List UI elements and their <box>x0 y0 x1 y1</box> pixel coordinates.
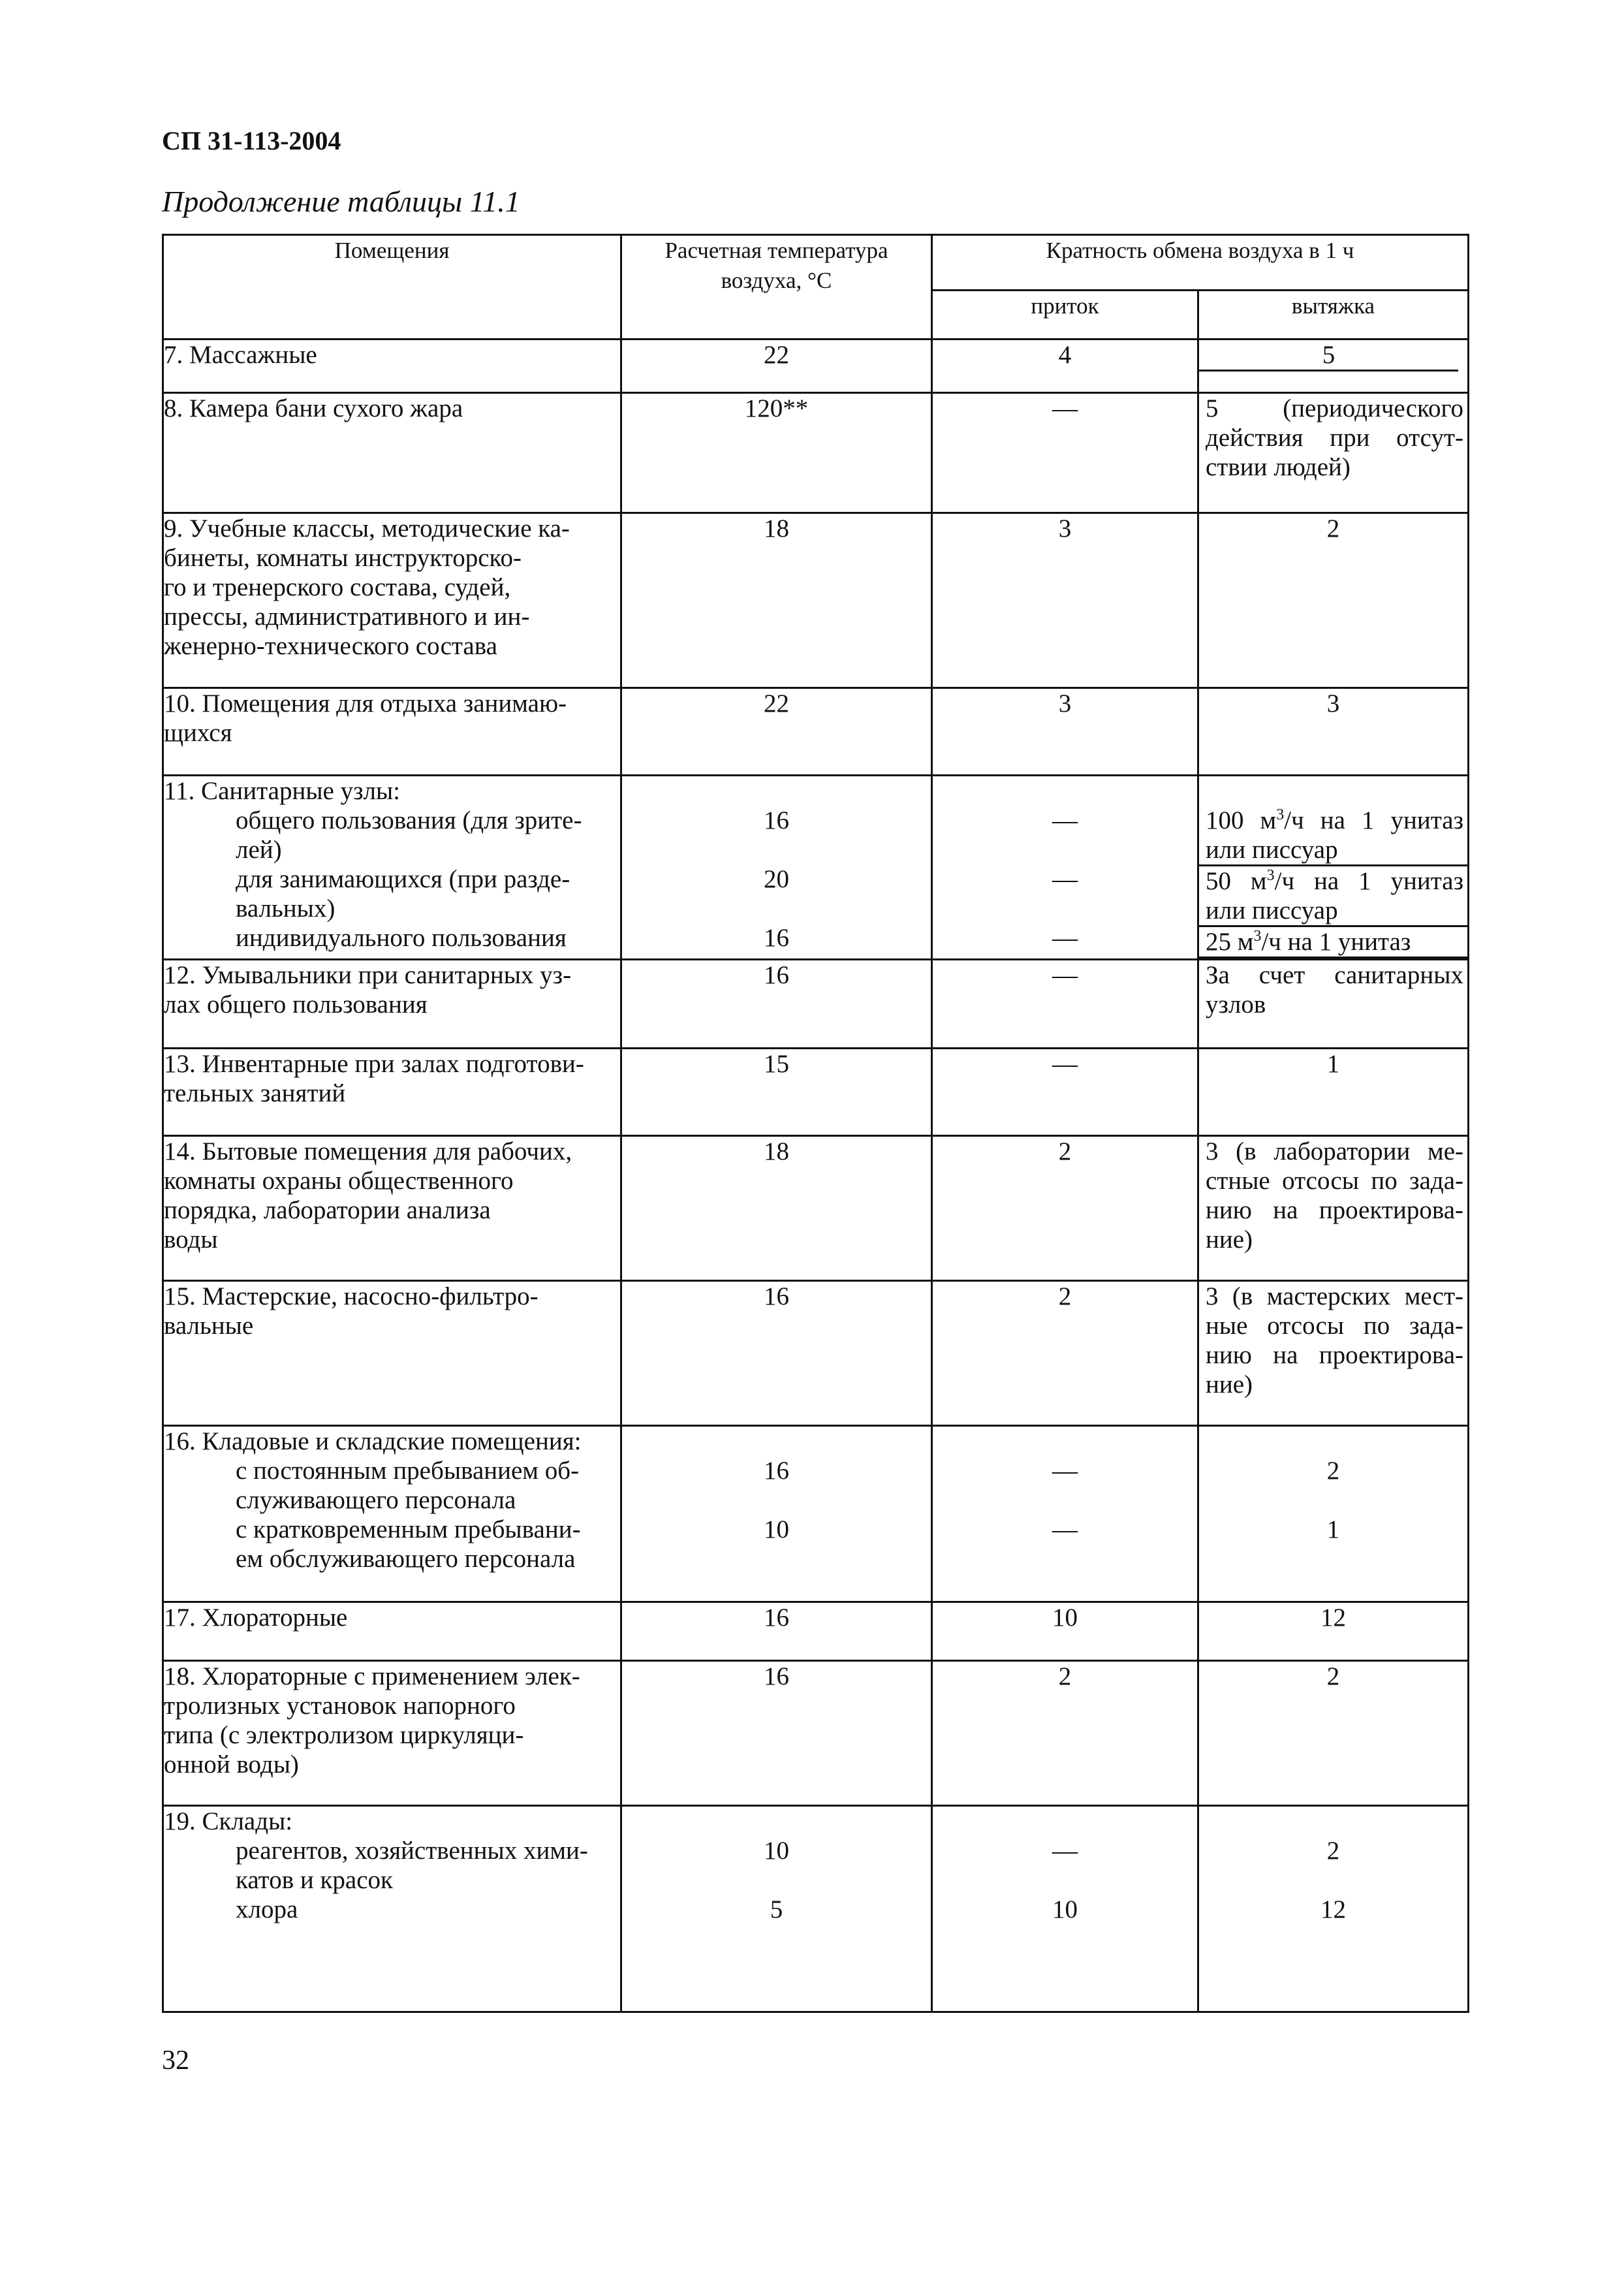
room-name: 7. Массажные <box>163 340 621 393</box>
supply-value: 3 <box>932 688 1198 776</box>
exhaust-value: 2 12 <box>1198 1806 1469 2012</box>
room-name: 10. Помещения для отдыха занимаю- щихся <box>163 688 621 776</box>
temperature-value: 16 20 16 <box>621 776 932 960</box>
room-name: 18. Хлораторные с применением элек- тролизных установок напорного типа (с электролизом циркуляци- онной воды) <box>163 1661 621 1806</box>
header-rooms: Помещения <box>163 235 621 340</box>
header-temperature: Расчетная температура воздуха, °С <box>621 235 932 340</box>
room-name: 17. Хлораторные <box>163 1602 621 1661</box>
supply-value: — <box>932 393 1198 513</box>
table-row <box>163 1602 1469 1661</box>
header-exhaust: вытяжка <box>1198 291 1469 340</box>
exhaust-value: 3 <box>1198 688 1469 776</box>
exhaust-value: 100 $м^3/ч$ на 1 унитаз или писсуар 50 $м^3/ч$ на 1 унитаз или писсуар 25 $м^3/ч$ на 1 унитаз <box>1198 776 1469 960</box>
temperature-value: 18 <box>621 513 932 688</box>
room-name: 11. Санитарные узлы: общего пользования (для зрите- лей) для занимающихся (при разде- вальных) индивидуального пользования <box>163 776 621 960</box>
temperature-value: 16 <box>621 1661 932 1806</box>
temperature-value: 22 <box>621 688 932 776</box>
supply-value: — <box>932 960 1198 1049</box>
supply-value: 2 <box>932 1136 1198 1281</box>
page-number: 32 <box>162 2046 189 2076</box>
room-name: 9. Учебные классы, методические ка- бинеты, комнаты инструкторско- го и тренерского состава, судей, прессы, административного и ин- женерно-технического состава <box>163 513 621 688</box>
table-row <box>163 1661 1469 1806</box>
temperature-value: 15 <box>621 1049 932 1136</box>
header-air-exchange: Кратность обмена воздуха в 1 ч <box>932 235 1469 291</box>
exhaust-value: 2 <box>1198 513 1469 688</box>
temperature-value: 16 10 <box>621 1426 932 1602</box>
room-name: 16. Кладовые и складские помещения: с постоянным пребыванием об- служивающего персонала с кратковременным пребывани- ем обслуживающего персонала <box>163 1426 621 1602</box>
exhaust-value: 1 <box>1198 1049 1469 1136</box>
document-code: СП 31-113-2004 <box>162 126 341 155</box>
exhaust-value: 2 <box>1198 1661 1469 1806</box>
room-name: 19. Склады: реагентов, хозяйственных хими- катов и красок хлора <box>163 1806 621 2012</box>
table-row <box>163 1049 1469 1136</box>
temperature-value: 16 <box>621 1602 932 1661</box>
supply-value: 10 <box>932 1602 1198 1661</box>
room-name: 14. Бытовые помещения для рабочих, комнаты охраны общественного порядка, лаборатории анализа воды <box>163 1136 621 1281</box>
table-row <box>163 1806 1469 2012</box>
supply-value: 3 <box>932 513 1198 688</box>
room-name: 12. Умывальники при санитарных уз- лах общего пользования <box>163 960 621 1049</box>
supply-value: — 10 <box>932 1806 1198 2012</box>
room-name: 15. Мастерские, насосно-фильтро- вальные <box>163 1281 621 1426</box>
exhaust-value: 12 <box>1198 1602 1469 1661</box>
exhaust-value: 3 (в мастерских мест- ные отсосы по зада- нию на проектирова- ние) <box>1198 1281 1469 1426</box>
supply-value: — <box>932 1049 1198 1136</box>
ventilation-table <box>162 234 1469 2013</box>
exhaust-value: 5 <box>1198 340 1469 393</box>
header-supply: приток <box>932 291 1198 340</box>
room-name: 13. Инвентарные при залах подготови- тельных занятий <box>163 1049 621 1136</box>
exhaust-value: 5 (периодического действия при отсут- ствии людей) <box>1198 393 1469 513</box>
temperature-value: 22 <box>621 340 932 393</box>
exhaust-value: За счет санитарных узлов <box>1198 960 1469 1049</box>
exhaust-value: 3 (в лаборатории ме- стные отсосы по зада- нию на проектирова- ние) <box>1198 1136 1469 1281</box>
table-continuation-caption: Продолжение таблицы 11.1 <box>162 185 520 218</box>
temperature-value: 120** <box>621 393 932 513</box>
table-row <box>163 513 1469 688</box>
table-row <box>163 688 1469 776</box>
table-row <box>163 1136 1469 1281</box>
temperature-value: 18 <box>621 1136 932 1281</box>
temperature-value: 10 5 <box>621 1806 932 2012</box>
supply-value: — — <box>932 1426 1198 1602</box>
temperature-value: 16 <box>621 960 932 1049</box>
supply-value: — — — <box>932 776 1198 960</box>
table-row <box>163 960 1469 1049</box>
table-row <box>163 1426 1469 1602</box>
temperature-value: 16 <box>621 1281 932 1426</box>
table-row <box>163 393 1469 513</box>
table-row <box>163 340 1469 393</box>
exhaust-value: 2 1 <box>1198 1426 1469 1602</box>
supply-value: 2 <box>932 1661 1198 1806</box>
table-row <box>163 776 1469 960</box>
supply-value: 4 <box>932 340 1198 393</box>
supply-value: 2 <box>932 1281 1198 1426</box>
room-name: 8. Камера бани сухого жара <box>163 393 621 513</box>
table-row <box>163 1281 1469 1426</box>
